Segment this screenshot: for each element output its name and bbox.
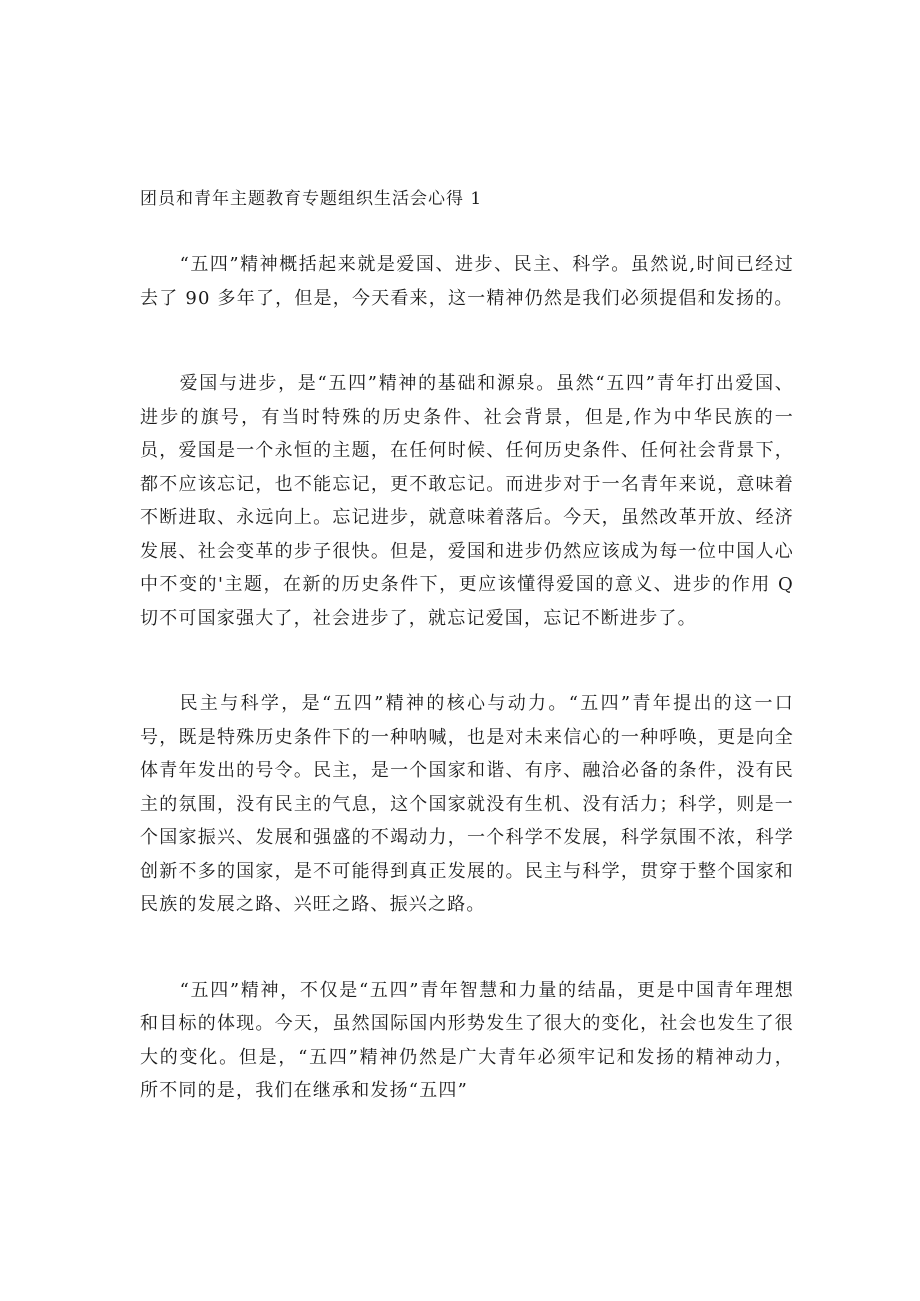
document-title: 团员和青年主题教育专题组织生活会心得 1	[140, 189, 483, 209]
paragraph-2: 爱国与进步，是“五四”精神的基础和源泉。虽然“五四”青年打出爱国、进步的旗号，有当时特殊的历史条件、社会背景，但是,作为中华民族的一员，爱国是一个永恒的主题，在任何时候、任何历史条件、任何社会背景下，都不应该忘记，也不能忘记，更不敢忘记。而进步对于一名青年来说，意味着不断进取、永远向上。忘记进步，就意味着落后。今天，虽然改革开放、经济发展、社会变革的步子很快。但是，爱国和进步仍然应该成为每一位中国人心中不变的'主题，在新的历史条件下，更应该懂得爱国的意义、进步的作用 Q 切不可国家强大了，社会进步了，就忘记爱国，忘记不断进步了。	[140, 373, 794, 629]
paragraph-3: 民主与科学，是“五四”精神的核心与动力。“五四”青年提出的这一口号，既是特殊历史条件下的一种呐喊，也是对未来信心的一种呼唤，更是向全体青年发出的号令。民主，是一个国家和谐、有序、融洽必备的条件，没有民主的氛围，没有民主的气息，这个国家就没有生机、没有活力；科学，则是一个国家振兴、发展和强盛的不竭动力，一个科学不发展，科学氛围不浓，科学创新不多的国家，是不可能得到真正发展的。民主与科学，贯穿于整个国家和民族的发展之路、兴旺之路、振兴之路。	[140, 693, 794, 915]
document-body	[140, 248, 794, 1160]
paragraph-4: “五四”精神，不仅是“五四”青年智慧和力量的结晶，更是中国青年理想和目标的体现。今天，虽然国际国内形势发生了很大的变化，社会也发生了很大的变化。但是，“五四”精神仍然是广大青年必须牢记和发扬的精神动力，所不同的是，我们在继承和发扬“五四”	[140, 979, 794, 1101]
paragraph-1: “五四”精神概括起来就是爱国、进步、民主、科学。虽然说,时间已经过去了 90 多年了，但是，今天看来，这一精神仍然是我们必须提倡和发扬的。	[140, 254, 794, 309]
